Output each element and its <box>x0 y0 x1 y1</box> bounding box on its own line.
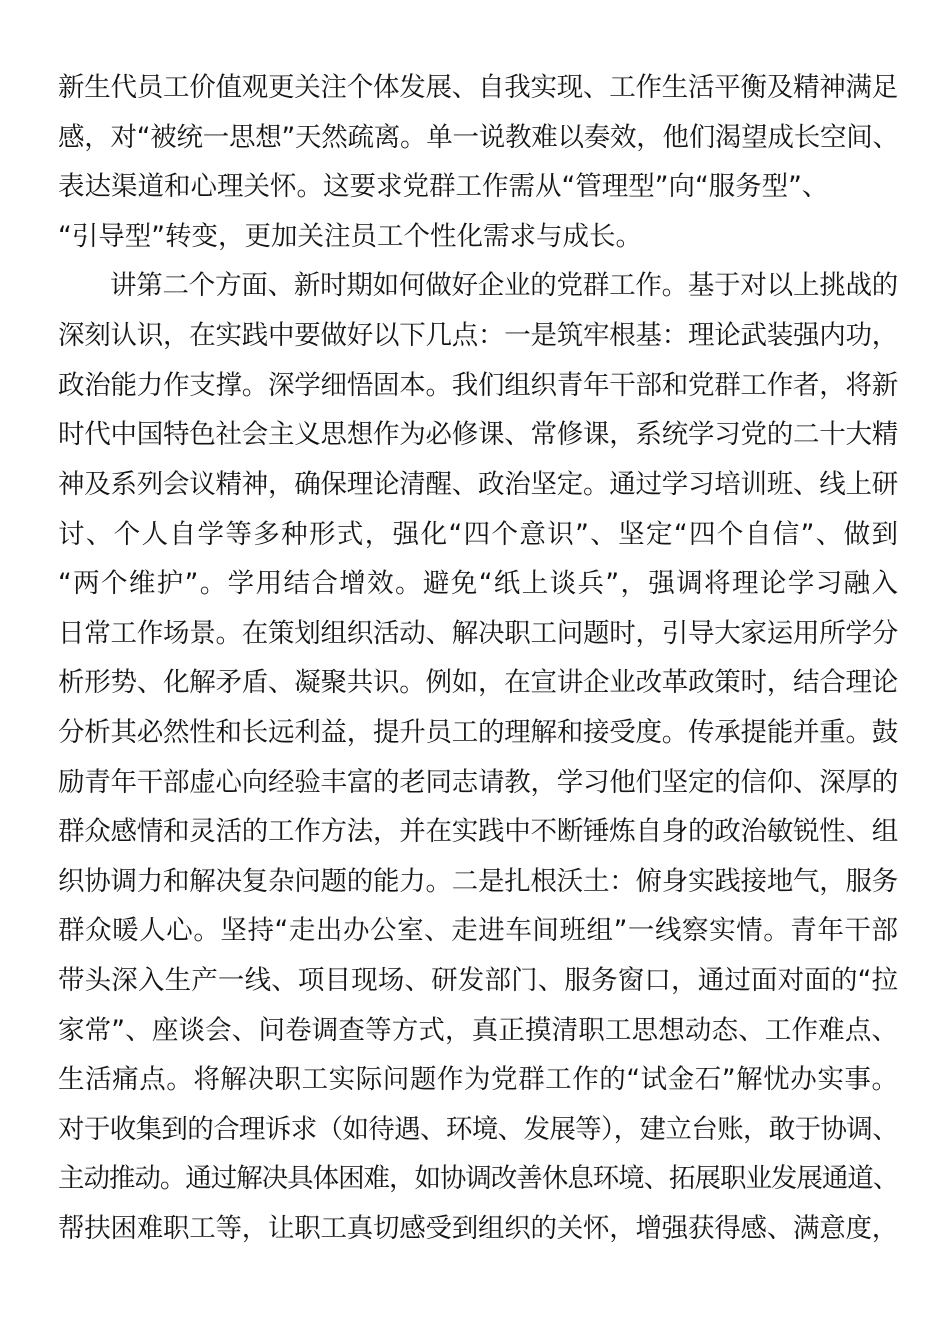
text-line: 感，对“被统一思想”天然疏离。单一说教难以奏效，他们渴望成长空间、 <box>58 122 899 153</box>
text-line: 帮扶困难职工等，让职工真切感受到组织的关怀，增强获得感、满意度， <box>58 1213 898 1244</box>
text-line: “引导型”转变，更加关注员工个性化需求与成长。 <box>58 221 642 252</box>
text-line: 织协调力和解决复杂问题的能力。二是扎根沃土：俯身实践接地气，服务 <box>58 866 898 897</box>
text-line: 神及系列会议精神，确保理论清醒、政治坚定。通过学习培训班、线上研 <box>58 469 898 500</box>
text-line: 析形势、化解矛盾、凝聚共识。例如，在宣讲企业改革政策时，结合理论 <box>58 667 898 698</box>
text-line: 时代中国特色社会主义思想作为必修课、常修课，系统学习党的二十大精 <box>58 419 898 450</box>
text-line: 讨、个人自学等多种形式，强化“四个意识”、坚定“四个自信”、做到 <box>58 519 898 550</box>
text-line: 主动推动。通过解决具体困难，如协调改善休息环境、拓展职业发展通道、 <box>58 1163 898 1194</box>
text-line: 对于收集到的合理诉求（如待遇、环境、发展等），建立台账，敢于协调、 <box>58 1114 898 1145</box>
paragraph-first-line: 讲第二个方面、新时期如何做好企业的党群工作。基于对以上挑战的 <box>110 270 898 301</box>
text-line: 深刻认识，在实践中要做好以下几点：一是筑牢根基：理论武装强内功， <box>58 320 898 351</box>
text-line: 分析其必然性和长远利益，提升员工的理解和接受度。传承提能并重。鼓 <box>58 717 898 748</box>
text-line: 群众感情和灵活的工作方法，并在实践中不断锤炼自身的政治敏锐性、组 <box>58 816 898 847</box>
text-line: 表达渠道和心理关怀。这要求党群工作需从“管理型”向“服务型”、 <box>58 171 829 202</box>
text-line: 日常工作场景。在策划组织活动、解决职工问题时，引导大家运用所学分 <box>58 618 898 649</box>
text-line: 家常”、座谈会、问卷调查等方式，真正摸清职工思想动态、工作难点、 <box>58 1015 898 1046</box>
text-line: 励青年干部虚心向经验丰富的老同志请教，学习他们坚定的信仰、深厚的 <box>58 767 898 798</box>
text-line: “两个维护”。学用结合增效。避免“纸上谈兵”，强调将理论学习融入 <box>58 568 898 599</box>
text-line: 新生代员工价值观更关注个体发展、自我实现、工作生活平衡及精神满足 <box>58 72 898 103</box>
text-line: 带头深入生产一线、项目现场、研发部门、服务窗口，通过面对面的“拉 <box>58 965 898 996</box>
text-line: 政治能力作支撑。深学细悟固本。我们组织青年干部和党群工作者，将新 <box>58 370 898 401</box>
text-line: 生活痛点。将解决职工实际问题作为党群工作的“试金石”解忧办实事。 <box>58 1064 898 1095</box>
text-line: 群众暖人心。坚持“走出办公室、走进车间班组”一线察实情。青年干部 <box>58 915 898 946</box>
